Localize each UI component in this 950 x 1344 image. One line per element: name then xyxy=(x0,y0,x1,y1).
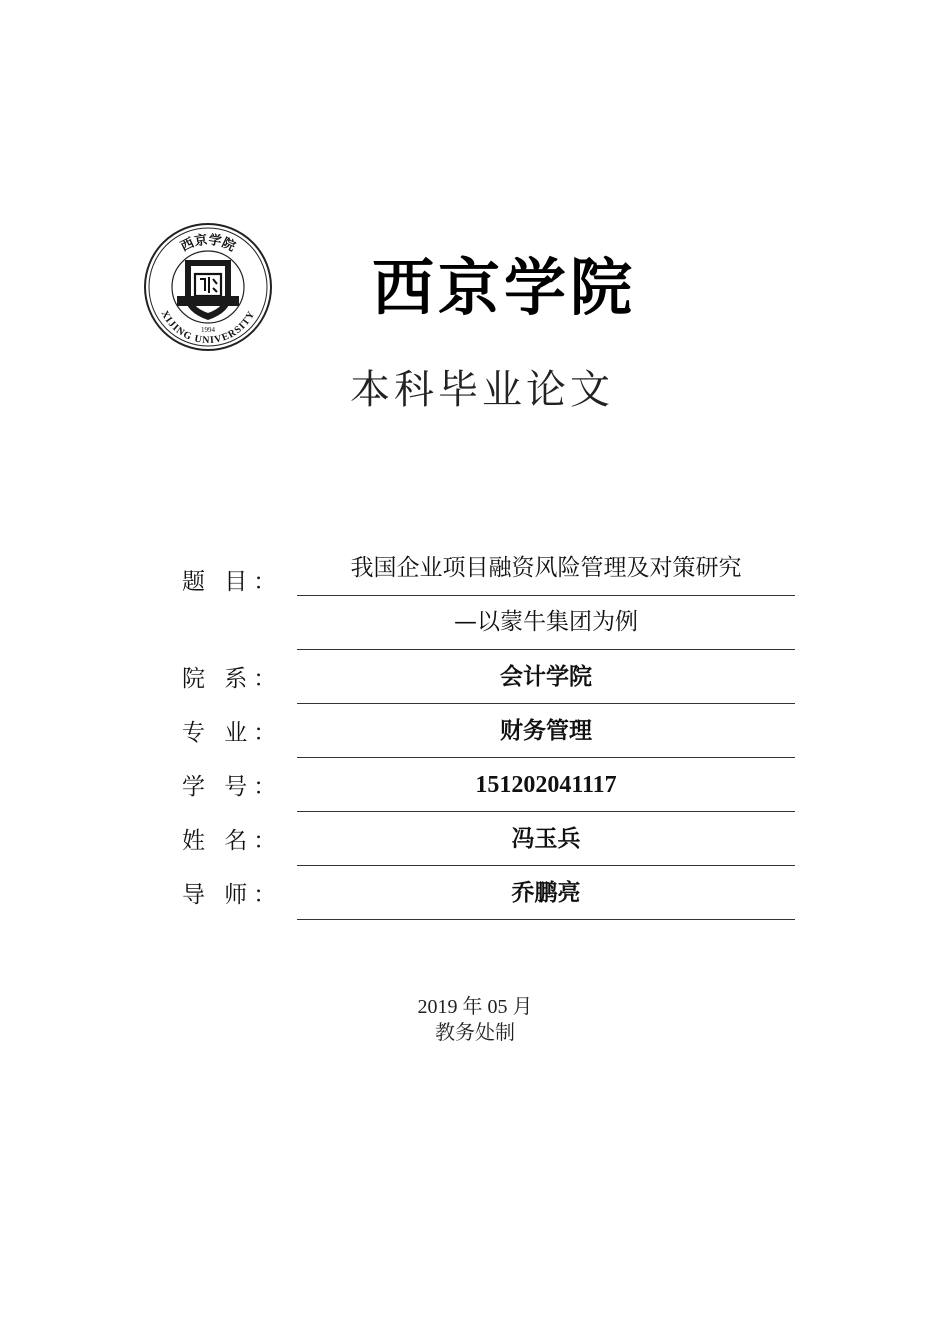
info-row-title xyxy=(0,553,950,607)
advisor-value: 乔鹏亮 xyxy=(511,880,581,906)
university-seal-logo xyxy=(143,222,273,352)
info-row-major xyxy=(0,716,950,770)
title-line1: 我国企业项目融资风险管理及对策研究 xyxy=(350,555,742,581)
name-value: 冯玉兵 xyxy=(511,826,581,852)
info-row-student-id xyxy=(0,770,950,824)
title-line2: —以蒙牛集团为例 xyxy=(454,609,638,635)
student-id-underline xyxy=(297,811,795,812)
department-underline xyxy=(297,703,795,704)
name-underline xyxy=(297,865,795,866)
submission-date: 2019 年 05 月 xyxy=(417,996,533,1018)
info-row-title-cont xyxy=(0,607,950,661)
advisor-underline xyxy=(297,919,795,920)
major-label: 专 业： xyxy=(182,720,283,746)
info-row-advisor xyxy=(0,878,950,932)
student-id-label: 学 号： xyxy=(182,774,283,800)
department-label: 院 系： xyxy=(182,666,283,692)
student-id-value: 151202041117 xyxy=(475,772,617,798)
info-row-name xyxy=(0,824,950,878)
title-label: 题 目： xyxy=(182,569,283,595)
seal-icon xyxy=(143,222,273,352)
seal-year: 1994 xyxy=(201,326,215,334)
title-underline-2 xyxy=(297,649,795,650)
major-underline xyxy=(297,757,795,758)
advisor-label: 导 师： xyxy=(182,882,283,908)
major-value: 财务管理 xyxy=(500,718,592,744)
info-row-department xyxy=(0,662,950,716)
university-name: 西京学院 xyxy=(372,251,637,324)
name-label: 姓 名： xyxy=(182,828,283,854)
department-value: 会计学院 xyxy=(500,664,592,690)
seal-top-text: 西京学院 xyxy=(178,232,238,255)
issuing-office: 教务处制 xyxy=(435,1022,515,1044)
seal-bottom-text: XIJING UNIVERSITY xyxy=(158,308,258,347)
title-underline-1 xyxy=(297,595,795,596)
thesis-type-heading: 本科毕业论文 xyxy=(350,367,614,413)
